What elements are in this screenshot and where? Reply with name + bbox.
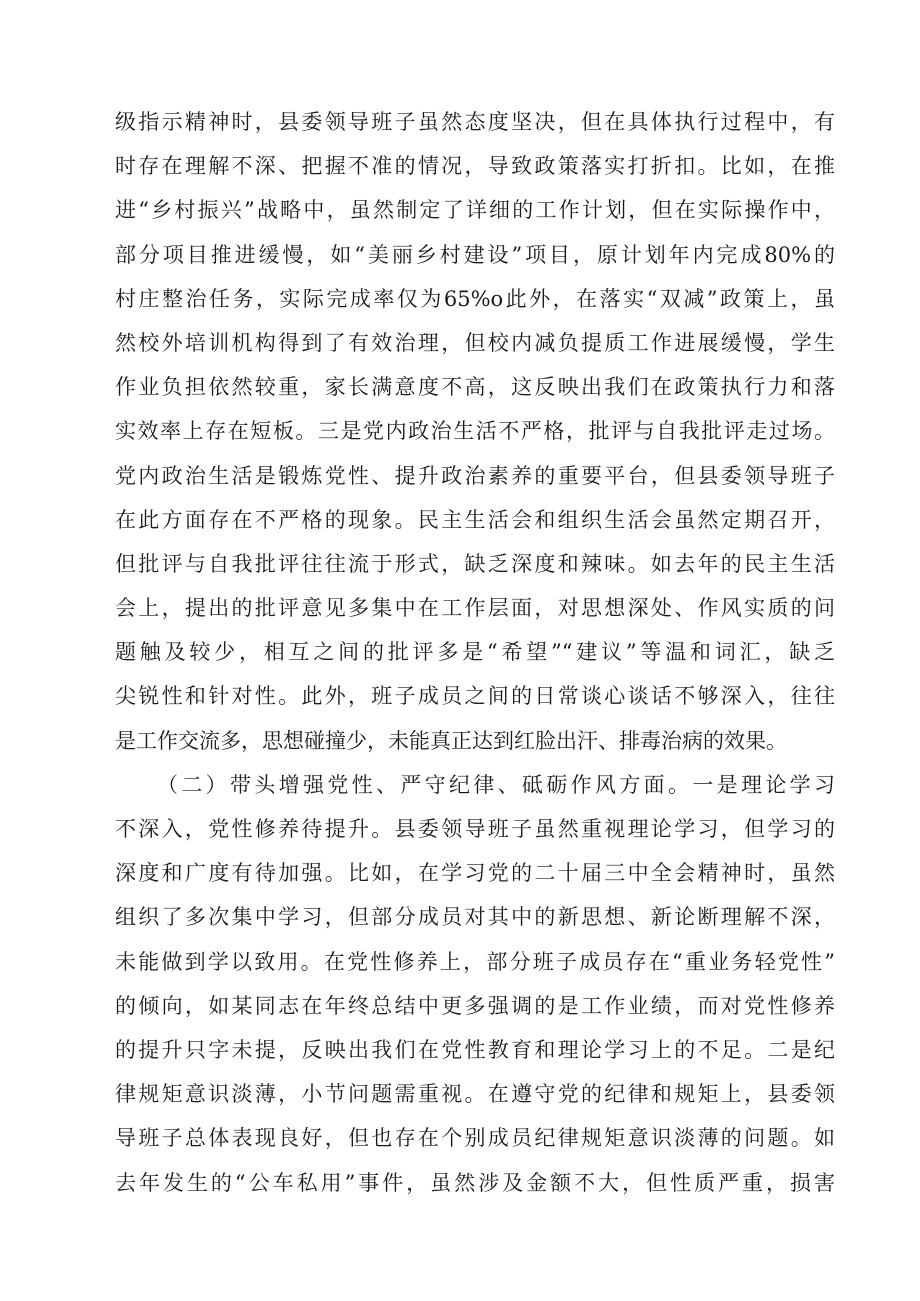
text-line: 实效率上存在短板。三是党内政治生活不严格，批评与自我批评走过场。 [115, 419, 835, 444]
text-line: 的倾向，如某同志在年终总结中更多强调的是工作业绩，而对党性修养 [115, 993, 835, 1018]
text-line: 律规矩意识淡薄，小节问题需重视。在遵守党的纪律和规矩上，县委领 [115, 1082, 835, 1107]
text-line: 题触及较少，相互之间的批评多是“希望”“建议”等温和词汇，缺乏 [115, 640, 835, 665]
text-line: 深度和广度有待加强。比如，在学习党的二十届三中全会精神时，虽然 [115, 861, 835, 886]
text-line: 导班子总体表现良好，但也存在个别成员纪律规矩意识淡薄的问题。如 [115, 1126, 835, 1151]
body-text [115, 100, 835, 1205]
text-line: 部分项目推进缓慢，如“美丽乡村建设”项目，原计划年内完成80%的 [115, 242, 835, 267]
text-line: 是工作交流多，思想碰撞少，未能真正达到红脸出汗、排毒治病的效果。 [115, 728, 787, 753]
text-line: 尖锐性和针对性。此外，班子成员之间的日常谈心谈话不够深入，往往 [115, 684, 835, 709]
text-line: 的提升只字未提，反映出我们在党性教育和理论学习上的不足。二是纪 [115, 1037, 835, 1062]
text-line: 然校外培训机构得到了有效治理，但校内减负提质工作进展缓慢，学生 [115, 330, 835, 355]
text-line: 不深入，党性修养待提升。县委领导班子虽然重视理论学习，但学习的 [115, 817, 835, 841]
text-line: 在此方面存在不严格的现象。民主生活会和组织生活会虽然定期召开， [115, 507, 835, 532]
text-line: 未能做到学以致用。在党性修养上，部分班子成员存在“重业务轻党性” [115, 949, 835, 974]
text-line: 但批评与自我批评往往流于形式，缺乏深度和辣味。如去年的民主生活 [115, 551, 835, 576]
text-line: 作业负担依然较重，家长满意度不高，这反映出我们在政策执行力和落 [115, 375, 835, 400]
text-line: 会上，提出的批评意见多集中在工作层面，对思想深处、作风实质的问 [115, 596, 835, 621]
text-line: 组织了多次集中学习，但部分成员对其中的新思想、新论断理解不深， [115, 905, 835, 930]
text-line: 党内政治生活是锻炼党性、提升政治素养的重要平台，但县委领导班子 [115, 463, 835, 488]
text-line: （二）带头增强党性、严守纪律、砥砺作风方面。一是理论学习 [157, 772, 835, 797]
text-line: 时存在理解不深、把握不准的情况，导致政策落实打折扣。比如，在推 [115, 154, 835, 179]
text-line: 进“乡村振兴”战略中，虽然制定了详细的工作计划，但在实际操作中， [115, 198, 835, 223]
text-line: 去年发生的“公车私用”事件，虽然涉及金额不大，但性质严重，损害 [115, 1170, 835, 1195]
text-line: 村庄整治任务，实际完成率仅为65%o此外，在落实“双减”政策上，虽 [115, 286, 835, 311]
text-line: 级指示精神时，县委领导班子虽然态度坚决，但在具体执行过程中，有 [115, 110, 835, 134]
